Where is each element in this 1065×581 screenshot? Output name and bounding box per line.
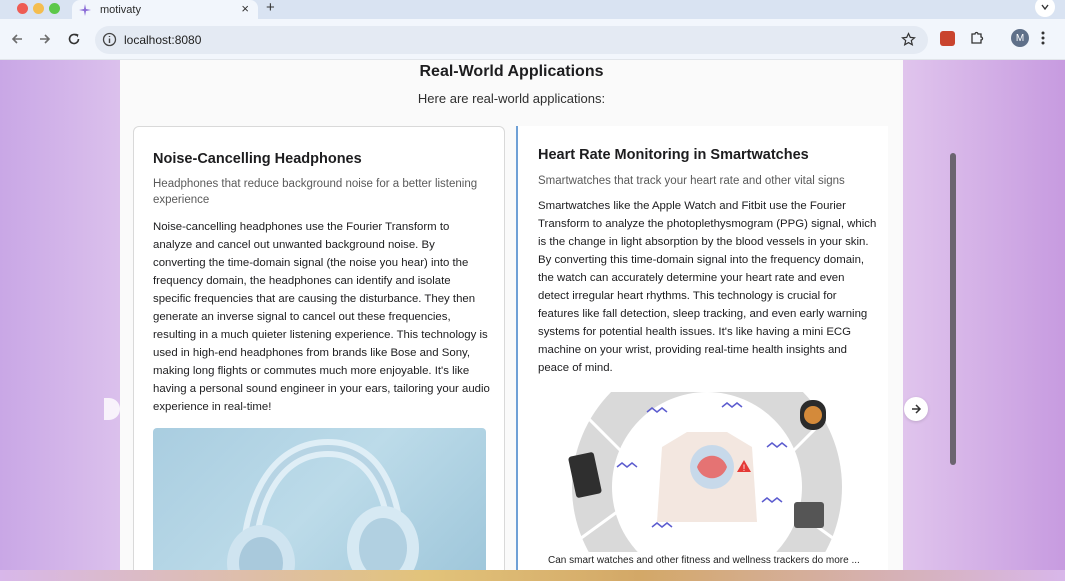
- bottom-background: [0, 570, 1065, 581]
- card-description: Smartwatches like the Apple Watch and Fitbit use the Fourier Transform to analyze the photoplethysmogram (PPG) signal, which is the change in light absorption by the blood vessels in your skin. By converting this time-domain signal into the frequency domain, the watch can accurately determine your heart rate and even detect irregular heart rhythms. This technology is crucial for features like fall detection, sleep tracking, and even early warning systems for potential health issues. It's like having a mini ECG machine on your wrist, providing real-time health insights and peace of mind.: [538, 200, 877, 374]
- card-title: Heart Rate Monitoring in Smartwatches: [538, 147, 809, 163]
- chevron-right-icon: [910, 403, 922, 415]
- tab-close-icon[interactable]: ×: [241, 1, 249, 16]
- reload-icon[interactable]: [66, 31, 82, 47]
- svg-text:!: !: [742, 463, 746, 473]
- url-text[interactable]: localhost:8080: [124, 33, 202, 47]
- forward-arrow-icon[interactable]: [37, 31, 53, 47]
- section-title: Real-World Applications: [419, 63, 604, 80]
- card-description: Noise-cancelling headphones use the Fourier Transform to analyze and cancel out unwanted background noise. By converting the time-domain signal (the noise you hear) into the frequency domain, the headphones can identify and isolate specific frequencies that are causing the disturbance. They then generate an inverse signal to cancel out these frequencies, resulting in a much quieter listening experience. This technology is used in high-end headphones from brands like Bose and Sony, making long flights or commutes much more enjoyable. It's like having a personal sound engineer in your ears, tailoring your audio experience in real-time!: [153, 221, 490, 413]
- application-card-smartwatch[interactable]: [516, 126, 888, 576]
- scrollbar-thumb[interactable]: [950, 153, 956, 465]
- image-caption[interactable]: Can smart watches and other fitness and wellness trackers do more ...: [548, 555, 860, 566]
- profile-avatar[interactable]: M: [1011, 29, 1029, 47]
- tab-title: motivaty: [100, 3, 141, 16]
- headphones-image: [153, 428, 486, 578]
- back-arrow-icon[interactable]: [9, 31, 25, 47]
- next-slide-button[interactable]: [904, 397, 928, 421]
- window-close-button[interactable]: [17, 3, 28, 14]
- window-minimize-button[interactable]: [33, 3, 44, 14]
- health-devices-image: [562, 392, 852, 552]
- tab-search-button[interactable]: [1035, 0, 1055, 17]
- card-subtitle: Smartwatches that track your heart rate and other vital signs: [538, 175, 845, 187]
- browser-toolbar: [0, 19, 1065, 60]
- section-subtitle: Here are real-world applications:: [417, 91, 606, 106]
- browser-tab[interactable]: [72, 0, 258, 19]
- address-bar[interactable]: [95, 26, 928, 54]
- star-icon[interactable]: [901, 32, 916, 52]
- puzzle-icon[interactable]: [969, 30, 985, 51]
- applications-section: [120, 60, 903, 570]
- previous-slide-button[interactable]: [104, 398, 120, 420]
- card-subtitle: Headphones that reduce background noise for a better listening experience: [153, 178, 478, 206]
- browser-tab-bar: [0, 0, 1065, 19]
- chevron-down-icon: [1040, 2, 1050, 12]
- application-card-headphones[interactable]: [133, 126, 505, 576]
- card-title: Noise-Cancelling Headphones: [153, 151, 362, 167]
- info-icon[interactable]: [102, 32, 117, 52]
- kebab-menu-icon[interactable]: [1040, 30, 1046, 51]
- sparkle-icon: [78, 3, 92, 17]
- window-maximize-button[interactable]: [49, 3, 60, 14]
- extension-icon[interactable]: [940, 31, 955, 46]
- new-tab-button[interactable]: +: [266, 0, 275, 16]
